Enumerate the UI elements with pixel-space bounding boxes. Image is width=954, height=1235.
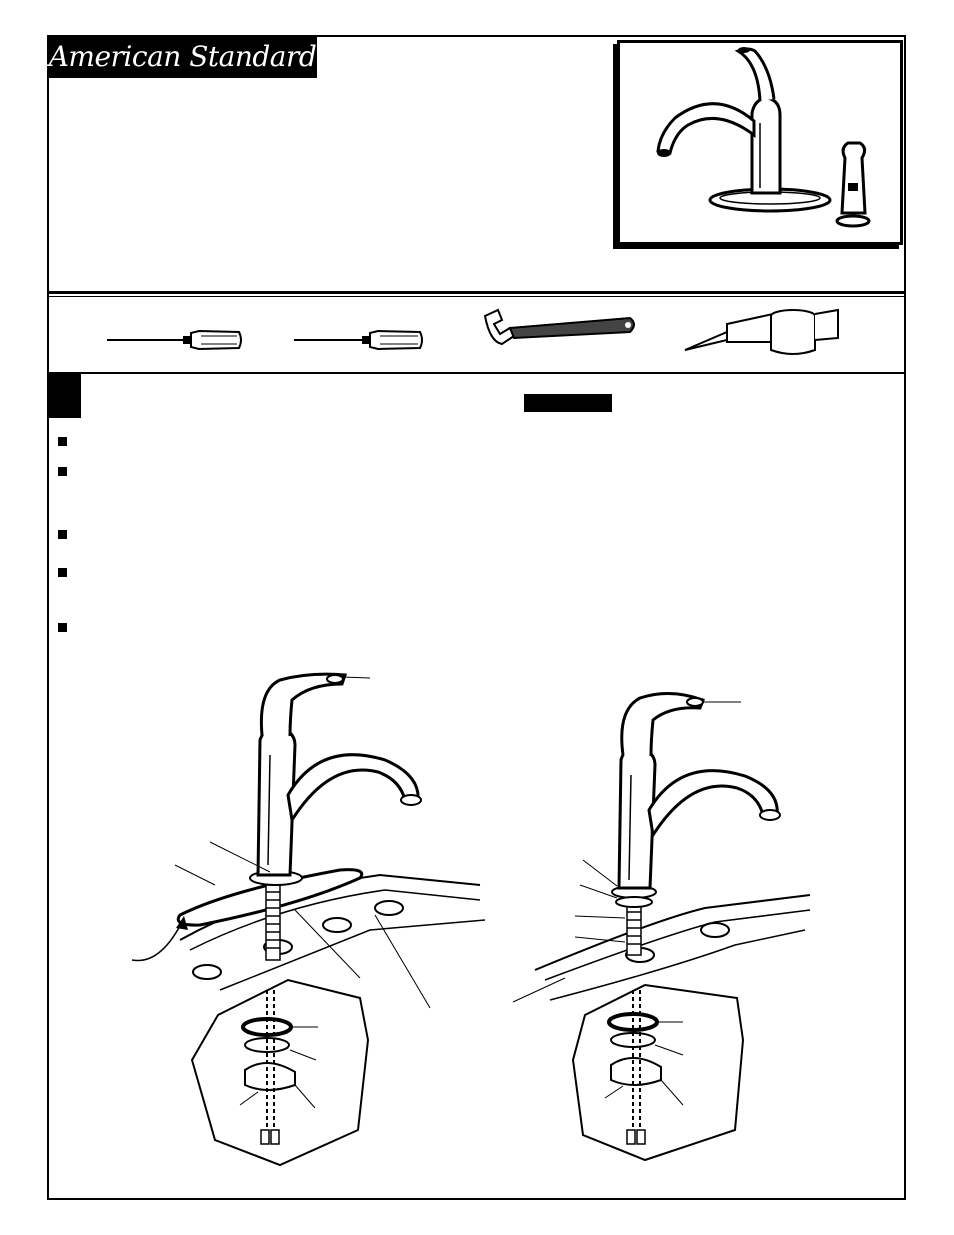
phillips-screwdriver-icon [105,325,245,355]
sealant-tube-icon [683,302,843,362]
bullet-marker [58,623,67,632]
note-label-bar [524,394,612,412]
bullet-marker [58,437,67,446]
section-divider [47,372,906,374]
figure-no-plate-install [505,680,825,1180]
product-illustration [617,40,903,245]
bullet-marker [58,568,67,577]
faucet-icon [620,43,900,242]
brand-logo: American Standard [48,36,317,78]
figure-deck-plate-install [120,660,500,1180]
bullet-marker [58,530,67,539]
bullet-marker [58,467,67,476]
flat-screwdriver-icon [292,325,432,355]
section-divider-thin [47,296,906,297]
adjustable-wrench-icon [480,306,640,356]
section-divider [47,291,906,294]
step-number-badge [47,374,81,418]
